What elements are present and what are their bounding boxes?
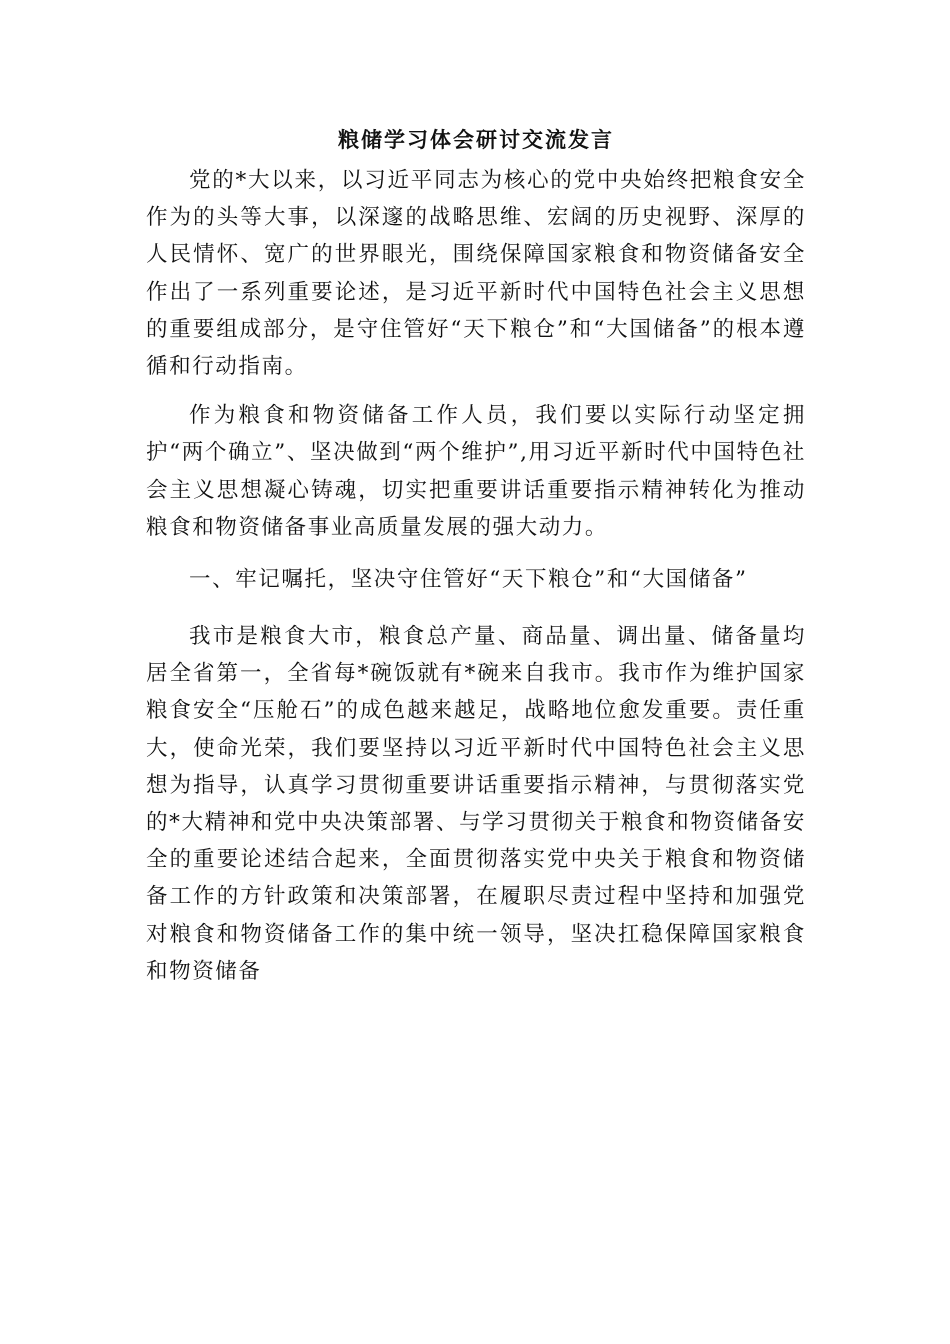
paragraph-intro: 党的*大以来，以习近平同志为核心的党中央始终把粮食安全作为的头等大事，以深邃的战略思维、宏阔的历史视野、深厚的人民情怀、宽广的世界眼光，围绕保障国家粮食和物资储备安全作出了一系列重要论述，是习近平新时代中国特色社会主义思想的重要组成部分，是守住管好“天下粮仓”和“大国储备”的根本遵循和行动指南。 <box>146 168 806 380</box>
section-heading-1: 一、牢记嘱托，坚决守住管好“天下粮仓”和“大国储备” <box>189 567 748 593</box>
document-page <box>146 120 806 1002</box>
paragraph-commitment: 作为粮食和物资储备工作人员，我们要以实际行动坚定拥护“两个确立”、坚决做到“两个维护”,用习近平新时代中国特色社会主义思想凝心铸魂，切实把重要讲话重要指示精神转化为推动粮食和物资储备事业高质量发展的强大动力。 <box>146 403 806 540</box>
document-title: 粮储学习体会研讨交流发言 <box>338 128 614 152</box>
paragraph-city-grain: 我市是粮食大市，粮食总产量、商品量、调出量、储备量均居全省第一，全省每*碗饭就有*碗来自我市。我市作为维护国家粮食安全“压舱石”的成色越来越足，战略地位愈发重要。责任重大，使命光荣，我们要坚持以习近平新时代中国特色社会主义思想为指导，认真学习贯彻重要讲话重要指示精神，与贯彻落实党的*大精神和党中央决策部署、与学习贯彻关于粮食和物资储备安全的重要论述结合起来，全面贯彻落实党中央关于粮食和物资储备工作的方针政策和决策部署，在履职尽责过程中坚持和加强党对粮食和物资储备工作的集中统一领导，坚决扛稳保障国家粮食和物资储备 <box>146 624 806 984</box>
